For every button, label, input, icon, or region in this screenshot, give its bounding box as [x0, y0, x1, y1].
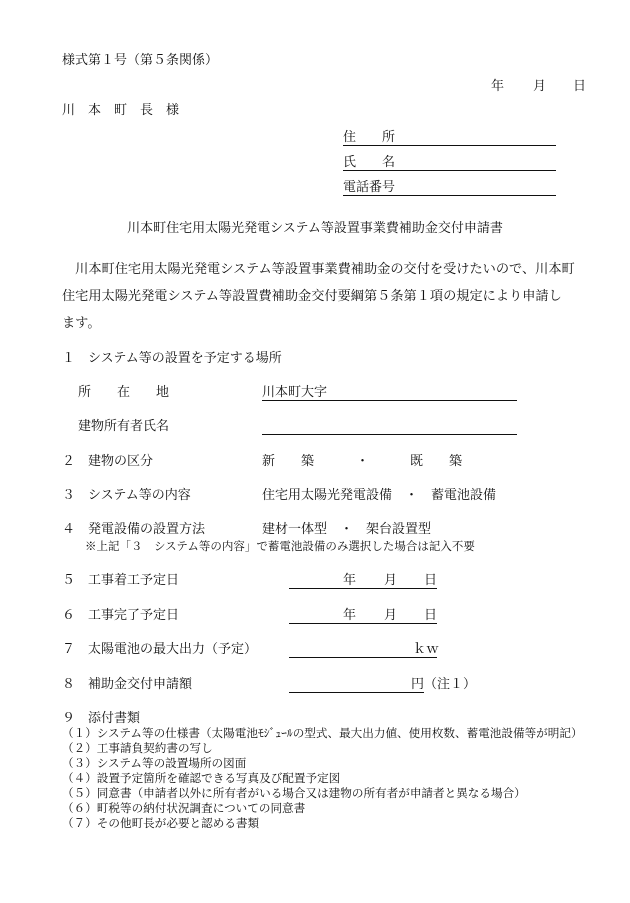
body-line-3: ます。 — [62, 316, 101, 331]
end-day-label: 日 — [424, 608, 438, 623]
document-title: 川本町住宅用太陽光発電システム等設置事業費補助金交付申請書 — [127, 221, 503, 236]
subsidy-amount-field[interactable] — [289, 692, 424, 693]
item6-label: ６ 工事完了予定日 — [62, 608, 180, 623]
attachment-item-3: （３）システム等の設置場所の図面 — [62, 756, 247, 770]
address-label: 住 所 — [343, 130, 396, 145]
body-line-1: 川本町住宅用太陽光発電システム等設置事業費補助金の交付を受けたいので、川本町 — [62, 262, 575, 277]
name-label: 氏 名 — [343, 155, 396, 170]
date-year-label: 年 — [491, 79, 505, 94]
start-month-label: 月 — [384, 573, 398, 588]
attachments-title: ９ 添付書類 — [62, 711, 141, 726]
attachment-item-2: （２）工事請負契約書の写し — [62, 741, 213, 755]
owner-label: 建物所有者氏名 — [78, 419, 170, 434]
system-content-options[interactable]: 住宅用太陽光発電設備 ・ 蓄電池設備 — [262, 488, 497, 503]
max-output-field[interactable] — [289, 657, 437, 658]
date-month-label: 月 — [533, 79, 547, 94]
attachment-item-5: （５）同意書（申請者以外に所有者がいる場合又は建物の所有者が申請者と異なる場合） — [62, 786, 526, 800]
addressee: 川 本 町 長 様 — [62, 103, 180, 118]
location-label: 所 在 地 — [78, 385, 170, 400]
end-year-label: 年 — [343, 608, 357, 623]
location-value: 川本町大字 — [262, 385, 328, 400]
date-day-label: 日 — [573, 79, 587, 94]
start-day-label: 日 — [424, 573, 438, 588]
item3-label: ３ システム等の内容 — [62, 488, 191, 503]
attachment-item-4: （４）設置予定箇所を確認できる写真及び配置予定図 — [62, 771, 341, 785]
item1-label: １ システム等の設置を予定する場所 — [62, 351, 282, 366]
attachment-item-1: （１）システム等の仕様書（太陽電池ﾓｼﾞｭｰﾙの型式、最大出力値、使用枚数、蓄電池設備等が明記） — [62, 726, 583, 740]
phone-field[interactable] — [343, 195, 556, 196]
building-option-existing[interactable]: 既 築 — [410, 454, 463, 469]
item4-label: ４ 発電設備の設置方法 — [62, 522, 206, 537]
phone-label: 電話番号 — [343, 180, 396, 195]
body-line-2: 住宅用太陽光発電システム等設置費補助金交付要綱第５条第１項の規定により申請し — [62, 289, 562, 304]
start-year-label: 年 — [343, 573, 357, 588]
end-date-field[interactable] — [289, 623, 437, 624]
name-field[interactable] — [343, 170, 556, 171]
end-month-label: 月 — [384, 608, 398, 623]
subsidy-amount-unit: 円（注１） — [411, 677, 477, 692]
item2-label: ２ 建物の区分 — [62, 454, 154, 469]
location-field[interactable] — [262, 400, 517, 401]
start-date-field[interactable] — [289, 588, 437, 589]
address-field[interactable] — [343, 145, 556, 146]
owner-field[interactable] — [262, 434, 517, 435]
item8-label: ８ 補助金交付申請額 — [62, 677, 193, 692]
building-option-separator: ・ — [356, 454, 370, 469]
item4-note: ※上記「３ システム等の内容」で蓄電池設備のみ選択した場合は記入不要 — [85, 539, 475, 553]
item5-label: ５ 工事着工予定日 — [62, 573, 180, 588]
attachment-item-6: （６）町税等の納付状況調査についての同意書 — [62, 801, 306, 815]
attachment-item-7: （７）その他町長が必要と認める書類 — [62, 816, 260, 830]
installation-method-options[interactable]: 建材一体型 ・ 架台設置型 — [262, 522, 432, 537]
max-output-unit: ｋｗ — [413, 642, 440, 657]
building-option-new[interactable]: 新 築 — [262, 454, 315, 469]
form-number: 様式第１号（第５条関係） — [62, 53, 219, 68]
item7-label: ７ 太陽電池の最大出力（予定） — [62, 642, 258, 657]
